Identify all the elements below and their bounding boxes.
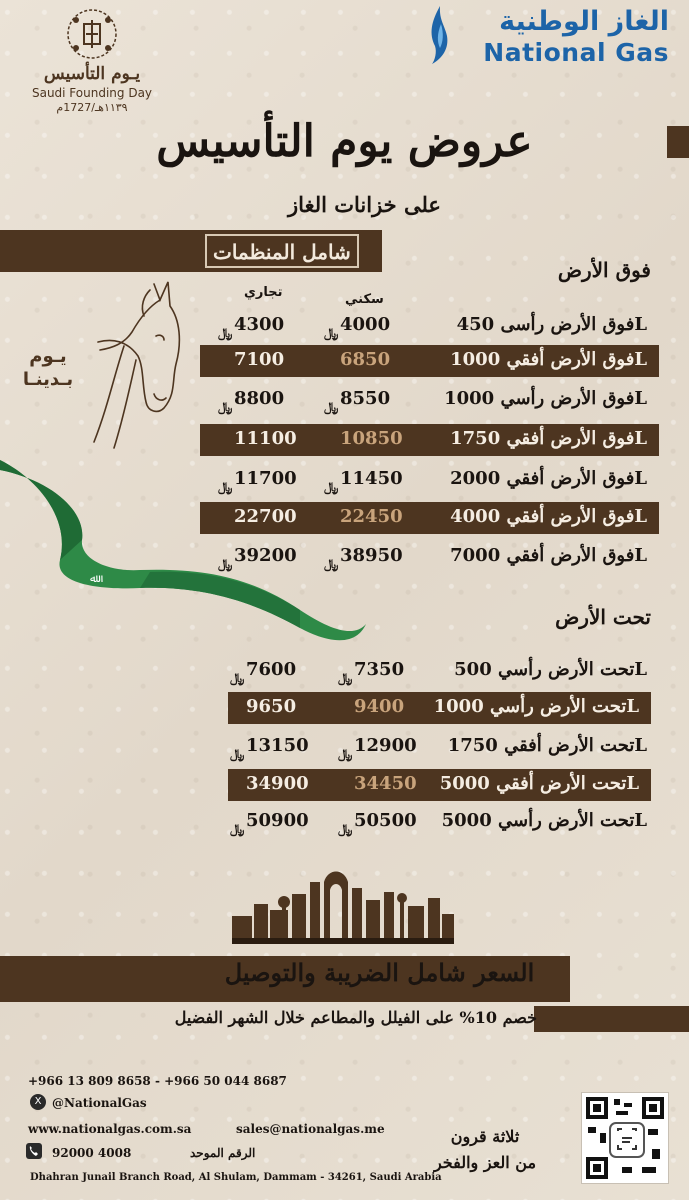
discount-bar — [534, 1006, 689, 1032]
price-row — [200, 502, 659, 534]
riyal-symbol: ﷼ — [324, 326, 339, 341]
slogan — [425, 1124, 545, 1176]
residential-price: 10850 — [340, 428, 403, 449]
brand-name-ar: الغاز الوطنية — [499, 6, 669, 37]
phone-numbers: +966 13 809 8658 - +966 50 044 8687 — [28, 1074, 287, 1088]
price-includes-note: السعر شامل الضريبة والتوصيل — [224, 958, 535, 987]
residential-price: 7350 — [354, 659, 405, 680]
product-name: تحت الأرض أفقي 5000L — [439, 773, 639, 794]
website-link[interactable]: www.nationalgas.com.sa — [28, 1122, 192, 1136]
unified-number-label: الرقم الموحد — [190, 1146, 256, 1160]
product-name: تحت الأرض رأسي 5000L — [441, 810, 647, 831]
commercial-price: 11700 — [234, 468, 297, 489]
page-subtitle: على خزانات الغاز — [288, 192, 441, 217]
commercial-price: 9650 — [246, 696, 297, 717]
commercial-price: 13150 — [246, 735, 309, 756]
riyal-symbol: ﷼ — [218, 480, 233, 495]
product-name: فوق الأرض أفقي 7000L — [450, 545, 647, 566]
product-name: فوق الأرض رأسى 450L — [456, 314, 647, 335]
skyline-illustration — [232, 868, 454, 944]
residential-price: 11450 — [340, 468, 403, 489]
residential-price: 6850 — [340, 349, 391, 370]
riyal-symbol: ﷼ — [218, 400, 233, 415]
slogan-line1: ثلاثة قرون — [450, 1127, 520, 1146]
price-row — [200, 806, 659, 838]
riyal-symbol: ﷼ — [324, 557, 339, 572]
residential-price: 38950 — [340, 545, 403, 566]
riyal-symbol: ﷼ — [230, 671, 245, 686]
horse-illustration — [84, 276, 194, 456]
email-link[interactable]: sales@nationalgas.me — [236, 1122, 385, 1136]
price-row — [200, 384, 659, 416]
product-name: تحت الأرض أفقي 1750L — [447, 735, 647, 756]
price-row — [200, 655, 659, 687]
riyal-symbol: ﷼ — [324, 480, 339, 495]
slogan-line2: من العز والفخر — [433, 1153, 537, 1172]
residential-price: 22450 — [340, 506, 403, 527]
flag-script: ﷲ — [90, 572, 97, 585]
social-handle[interactable]: @NationalGas — [52, 1096, 147, 1110]
col-head-commercial: تجاري — [244, 285, 283, 300]
discount-note: خصم 10% على الفيلل والمطاعم خلال الشهر الفضيل — [174, 1008, 537, 1027]
yawm-badina-calligraphy — [8, 346, 88, 390]
price-row — [200, 345, 659, 377]
col-head-residential: سكني — [345, 292, 384, 307]
commercial-price: 22700 — [234, 506, 297, 527]
commercial-price: 7600 — [246, 659, 297, 680]
riyal-symbol: ﷼ — [230, 747, 245, 762]
commercial-price: 34900 — [246, 773, 309, 794]
riyal-symbol: ﷼ — [324, 400, 339, 415]
product-name: فوق الأرض أفقي 1750L — [450, 428, 647, 449]
founding-day-en: Saudi Founding Day — [31, 86, 153, 100]
price-row — [228, 692, 651, 724]
unified-number: 92000 4008 — [52, 1146, 132, 1160]
founding-day-ar: يـوم التأسيس — [43, 64, 141, 84]
price-row — [200, 464, 659, 496]
commercial-price: 7100 — [234, 349, 285, 370]
riyal-symbol: ﷼ — [338, 747, 353, 762]
underground-title: تحت الأرض — [555, 605, 651, 629]
product-name: تحت الأرض رأسي 500L — [454, 659, 647, 680]
residential-price: 34450 — [354, 773, 417, 794]
product-name: فوق الأرض أفقي 1000L — [450, 349, 647, 370]
qr-code[interactable] — [581, 1092, 669, 1184]
yawm-label: يـوم — [29, 346, 67, 367]
commercial-price: 8800 — [234, 388, 285, 409]
address: Dhahran Junail Branch Road, Al Shulam, Dammam - 34261, Saudi Arabia — [30, 1172, 442, 1183]
page-title: عروض يوم التأسيس — [156, 116, 533, 167]
commercial-price: 4300 — [234, 314, 285, 335]
price-row — [200, 541, 659, 573]
organizers-label: شامل المنظمات — [205, 234, 359, 268]
riyal-symbol: ﷼ — [230, 822, 245, 837]
x-social-icon: X — [30, 1094, 46, 1110]
residential-price: 9400 — [354, 696, 405, 717]
riyal-symbol: ﷼ — [218, 326, 233, 341]
phone-icon — [26, 1143, 42, 1159]
founding-day-logo — [28, 6, 156, 114]
product-name: تحت الأرض رأسي 1000L — [433, 696, 639, 717]
price-row — [200, 731, 659, 763]
product-name: فوق الأرض رأسي 1000L — [444, 388, 647, 409]
price-row — [200, 424, 659, 456]
commercial-price: 11100 — [234, 428, 297, 449]
product-name: فوق الأرض أفقي 4000L — [450, 506, 647, 527]
commercial-price: 50900 — [246, 810, 309, 831]
price-row — [228, 769, 651, 801]
riyal-symbol: ﷼ — [338, 822, 353, 837]
riyal-symbol: ﷼ — [218, 557, 233, 572]
qr-code-icon — [582, 1093, 668, 1183]
residential-price: 8550 — [340, 388, 391, 409]
national-gas-logo — [439, 4, 669, 68]
commercial-price: 39200 — [234, 545, 297, 566]
price-row — [200, 310, 659, 342]
residential-price: 12900 — [354, 735, 417, 756]
residential-price: 50500 — [354, 810, 417, 831]
residential-price: 4000 — [340, 314, 391, 335]
founding-day-emblem-icon — [64, 6, 120, 62]
flame-icon — [427, 4, 453, 66]
badina-label: بـدينـا — [22, 369, 74, 390]
riyal-symbol: ﷼ — [338, 671, 353, 686]
founding-day-years: ١١٣٩هـ/1727م — [56, 101, 128, 114]
brand-name-en: National Gas — [483, 38, 669, 67]
product-name: فوق الأرض أفقي 2000L — [450, 468, 647, 489]
above-ground-title: فوق الأرض — [557, 258, 651, 282]
organizers-banner — [0, 230, 382, 272]
